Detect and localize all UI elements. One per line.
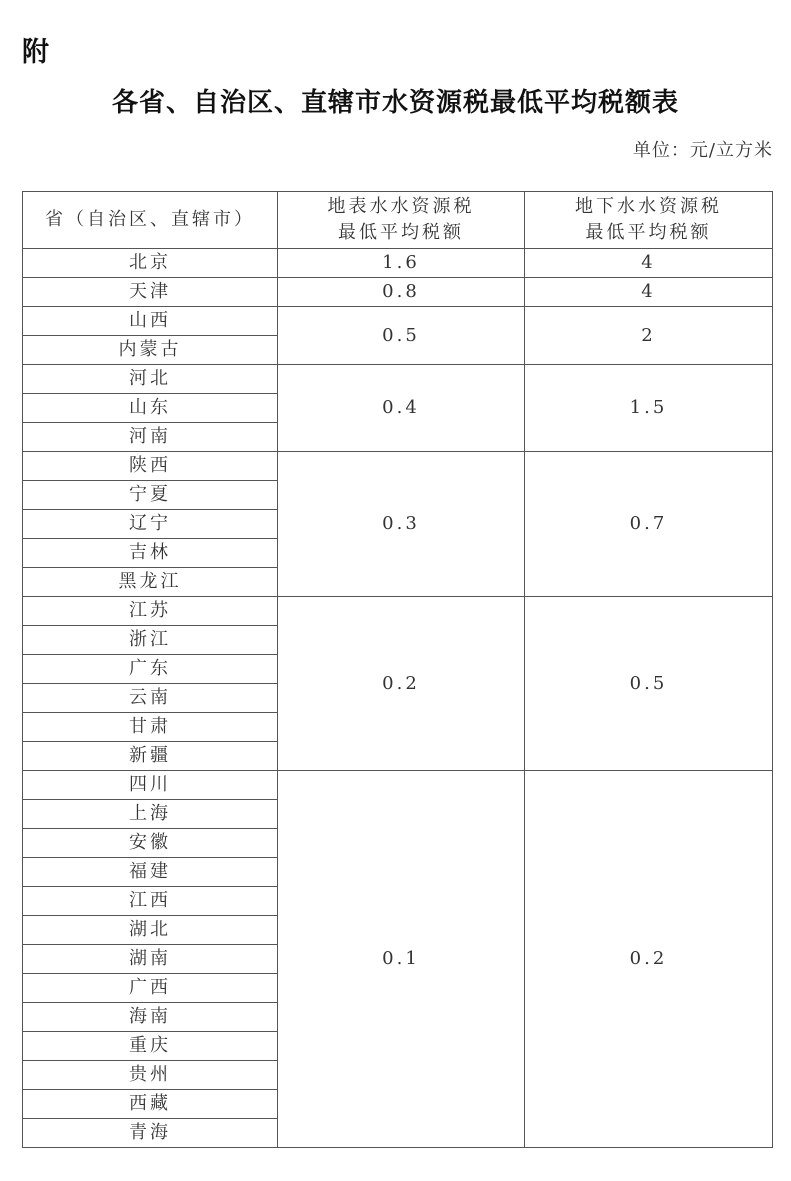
province-cell: 天津 — [23, 278, 278, 307]
province-cell: 广东 — [23, 655, 278, 684]
province-cell: 浙江 — [23, 626, 278, 655]
province-cell: 甘肃 — [23, 713, 278, 742]
table-row — [23, 452, 773, 481]
province-cell: 四川 — [23, 771, 278, 800]
appendix-label: 附 — [22, 37, 49, 68]
table-row — [23, 771, 773, 800]
province-cell: 青海 — [23, 1119, 278, 1148]
document-title: 各省、自治区、直辖市水资源税最低平均税额表 — [111, 88, 679, 118]
province-cell: 贵州 — [23, 1061, 278, 1090]
table-row — [23, 365, 773, 394]
unit-label: 单位：元/立方米 — [632, 140, 773, 161]
province-cell: 湖南 — [23, 945, 278, 974]
province-cell: 黑龙江 — [23, 568, 278, 597]
province-cell: 辽宁 — [23, 510, 278, 539]
surface-water-rate-cell: 0.5 — [278, 307, 525, 365]
header-ground-water-text: 地下水水资源税 最低平均税额 — [575, 196, 722, 243]
ground-water-rate-cell: 0.2 — [525, 771, 773, 1148]
ground-water-rate-cell: 0.7 — [525, 452, 773, 597]
province-cell: 山西 — [23, 307, 278, 336]
header-ground-water — [525, 192, 773, 249]
surface-water-rate-cell: 1.6 — [278, 249, 525, 278]
province-cell: 上海 — [23, 800, 278, 829]
surface-water-rate-cell: 0.3 — [278, 452, 525, 597]
province-cell: 宁夏 — [23, 481, 278, 510]
header-surface-water — [278, 192, 525, 249]
province-cell: 新疆 — [23, 742, 278, 771]
province-cell: 内蒙古 — [23, 336, 278, 365]
table-header-row — [23, 192, 773, 249]
province-cell: 福建 — [23, 858, 278, 887]
table-row — [23, 307, 773, 336]
ground-water-rate-cell: 4 — [525, 278, 773, 307]
table-body — [23, 249, 773, 1148]
table-row — [23, 597, 773, 626]
province-cell: 河南 — [23, 423, 278, 452]
ground-water-rate-cell: 0.5 — [525, 597, 773, 771]
province-cell: 云南 — [23, 684, 278, 713]
table-row — [23, 278, 773, 307]
surface-water-rate-cell: 0.4 — [278, 365, 525, 452]
tax-rate-table — [22, 191, 773, 1148]
province-cell: 陕西 — [23, 452, 278, 481]
table-row — [23, 249, 773, 278]
province-cell: 西藏 — [23, 1090, 278, 1119]
province-cell: 山东 — [23, 394, 278, 423]
province-cell: 江苏 — [23, 597, 278, 626]
province-cell: 江西 — [23, 887, 278, 916]
ground-water-rate-cell: 1.5 — [525, 365, 773, 452]
province-cell: 广西 — [23, 974, 278, 1003]
surface-water-rate-cell: 0.2 — [278, 597, 525, 771]
province-cell: 重庆 — [23, 1032, 278, 1061]
province-cell: 吉林 — [23, 539, 278, 568]
surface-water-rate-cell: 0.8 — [278, 278, 525, 307]
surface-water-rate-cell: 0.1 — [278, 771, 525, 1148]
province-cell: 安徽 — [23, 829, 278, 858]
header-surface-water-text: 地表水水资源税 最低平均税额 — [327, 196, 475, 243]
province-cell: 海南 — [23, 1003, 278, 1032]
province-cell: 湖北 — [23, 916, 278, 945]
header-province: 省（自治区、直辖市） — [23, 192, 278, 249]
province-cell: 北京 — [23, 249, 278, 278]
ground-water-rate-cell: 2 — [525, 307, 773, 365]
ground-water-rate-cell: 4 — [525, 249, 773, 278]
province-cell: 河北 — [23, 365, 278, 394]
